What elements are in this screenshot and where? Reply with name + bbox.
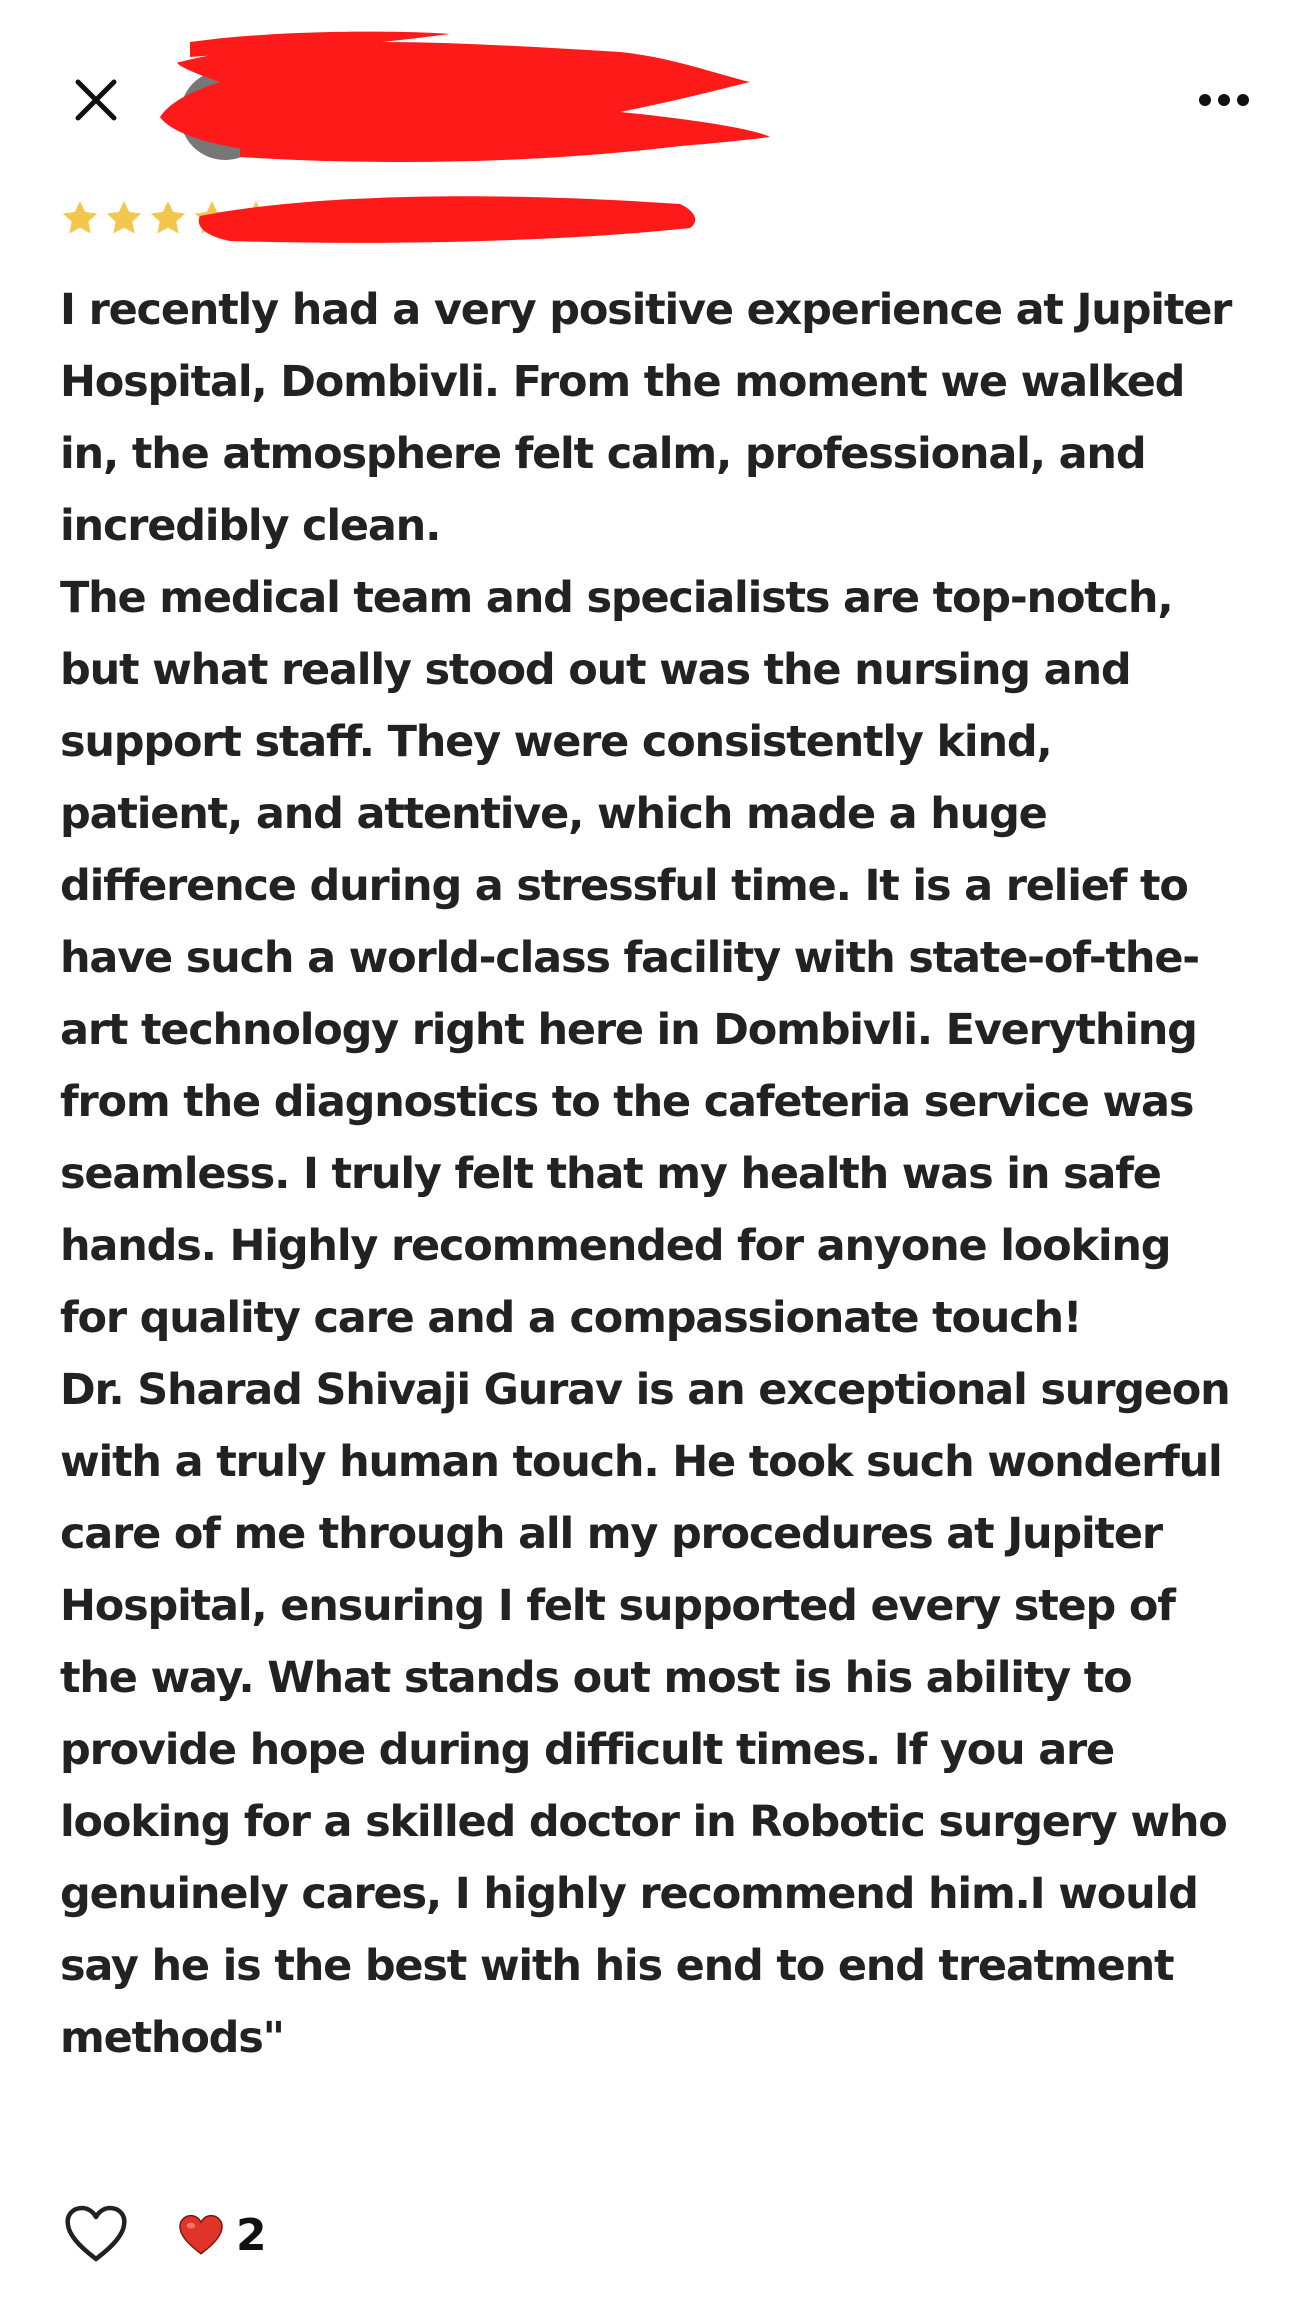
review-paragraph: I recently had a very positive experience at Jupiter Hospital, Dombivli. From the moment we walked in, the atmosphere felt calm, professional, and incredibly clean. xyxy=(60,285,1232,551)
star-rating xyxy=(60,198,276,238)
like-button[interactable] xyxy=(58,2196,134,2272)
star-icon xyxy=(236,198,276,238)
close-icon xyxy=(73,77,119,123)
avatar[interactable] xyxy=(180,70,270,160)
review-paragraph: The medical team and specialists are top-notch, but what really stood out was the nursing and support staff. They were consistently kind, patient, and attentive, which made a huge difference during a stressful time. It is a relief to have such a world-class facility with state-of-the-art technology right here in Dombivli. Everything from the diagnostics to the cafeteria service was seamless. I truly felt that my health was in safe hands. Highly recommended for anyone looking for quality care and a compassionate touch! xyxy=(60,573,1199,1343)
close-button[interactable] xyxy=(60,64,132,136)
star-icon xyxy=(148,198,188,238)
heart-outline-icon xyxy=(64,2205,128,2263)
star-icon xyxy=(60,198,100,238)
reaction-count: 2 xyxy=(236,2209,267,2261)
review-text xyxy=(60,274,1240,2074)
more-horizontal-icon xyxy=(1198,93,1250,107)
more-options-button[interactable] xyxy=(1188,64,1260,136)
review-paragraph: Dr. Sharad Shivaji Gurav is an exceptional surgeon with a truly human touch. He took such wonderful care of me through all my procedures at Jupiter Hospital, ensuring I felt supported every step of the way. What stands out most is his ability to provide hope during difficult times. If you are looking for a skilled doctor in Robotic surgery who genuinely cares, I highly recommend him.I would say he is the best with his end to end treatment methods" xyxy=(60,1365,1230,2063)
star-icon xyxy=(192,198,232,238)
red-heart-icon xyxy=(178,2214,224,2256)
star-icon xyxy=(104,198,144,238)
reaction-summary[interactable] xyxy=(178,2200,267,2270)
